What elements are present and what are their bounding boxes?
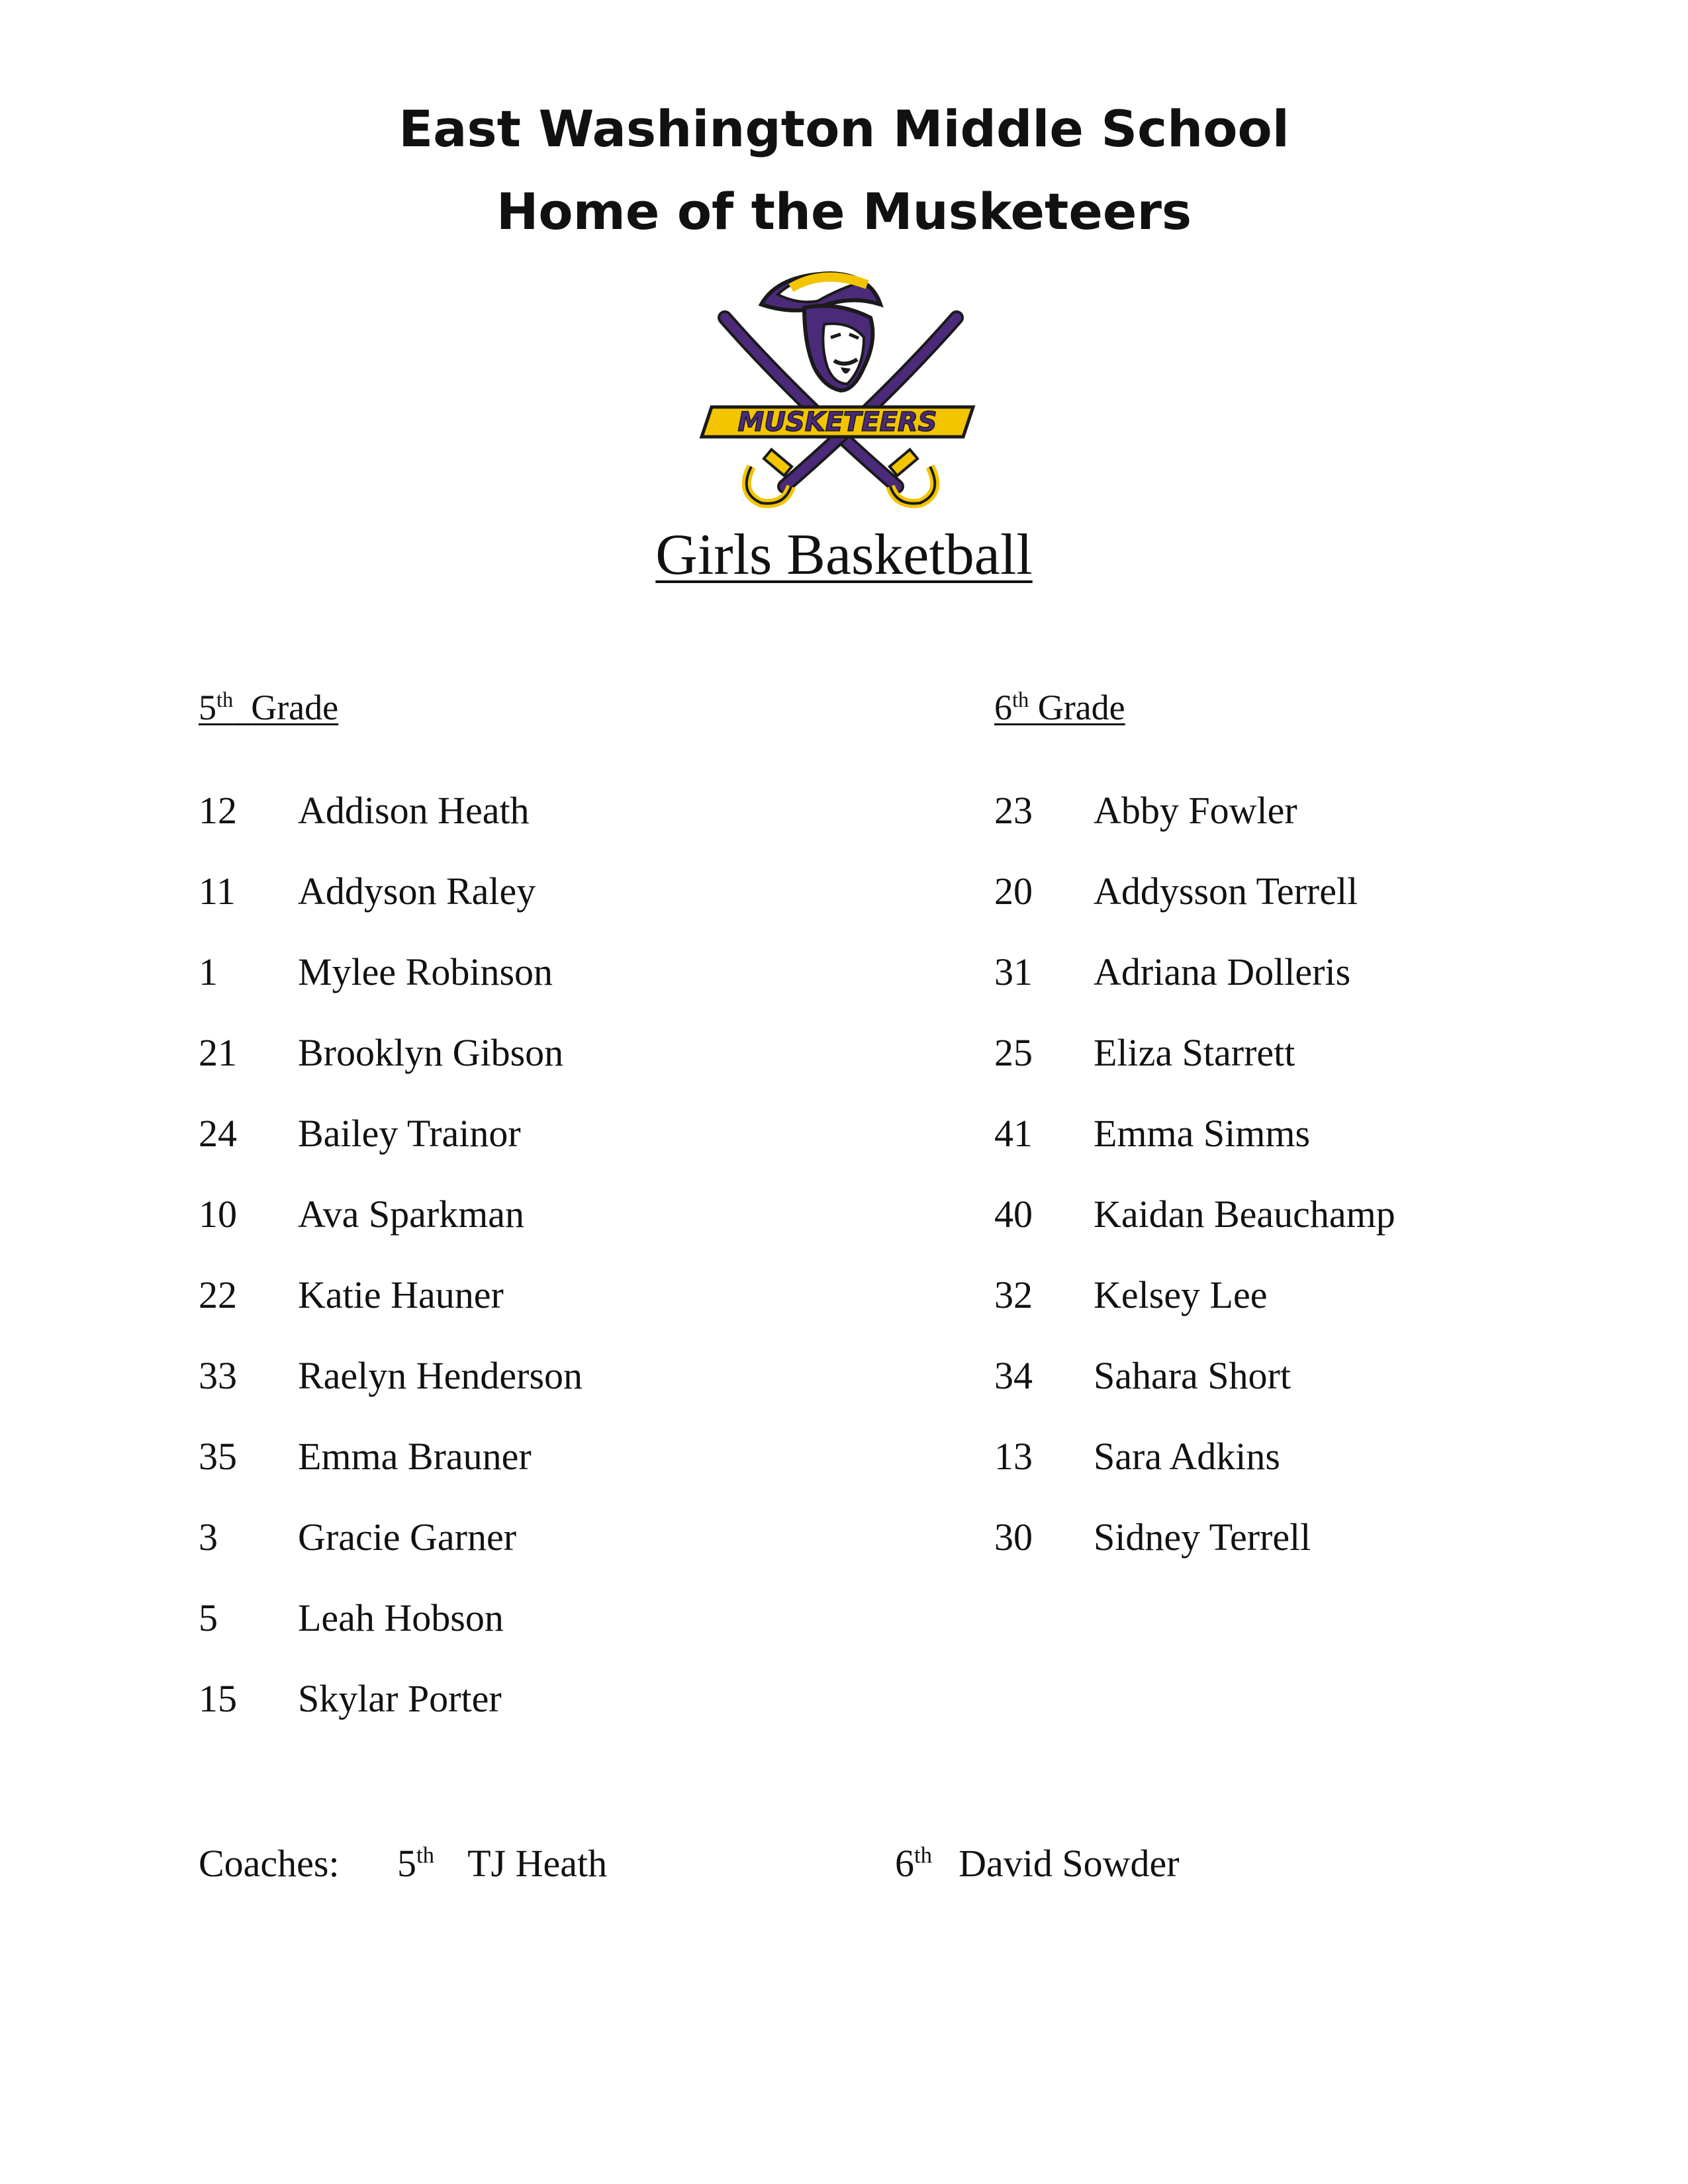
player-name: Leah Hobson: [298, 1596, 504, 1639]
player-number: 30: [994, 1516, 1033, 1559]
roster-row: [199, 1433, 861, 1514]
roster-row: [994, 1433, 1656, 1514]
player-name: Sara Adkins: [1094, 1435, 1280, 1478]
roster-row: [199, 788, 861, 868]
player-number: 32: [994, 1273, 1033, 1316]
player-name: Addyson Raley: [298, 870, 536, 913]
player-name: Katie Hauner: [298, 1273, 504, 1316]
player-name: Emma Simms: [1094, 1112, 1311, 1155]
player-name: Eliza Starrett: [1094, 1031, 1295, 1074]
roster-row: [994, 949, 1656, 1030]
player-number: 25: [994, 1031, 1033, 1074]
musketeers-logo: [698, 268, 983, 513]
player-number: 11: [199, 870, 236, 913]
player-name: Addysson Terrell: [1094, 870, 1358, 913]
coaches-label: Coaches:: [199, 1842, 340, 1885]
player-name: Brooklyn Gibson: [298, 1031, 564, 1074]
grade6-coach-name: David Sowder: [959, 1842, 1180, 1885]
grade6-heading-num: 6: [994, 688, 1012, 727]
roster-row: [994, 1191, 1656, 1272]
grade5-heading-sup: th: [216, 688, 234, 712]
player-number: 40: [994, 1193, 1033, 1236]
grade5-heading-label: Grade: [251, 688, 339, 727]
roster-row: [994, 1111, 1656, 1191]
logo-text: MUSKETEERS: [737, 407, 937, 437]
grade6-coach-sup: th: [914, 1842, 933, 1868]
grade6-heading-label: Grade: [1037, 688, 1125, 727]
player-number: 3: [199, 1516, 218, 1559]
roster-row: [199, 1353, 861, 1433]
grade5-roster: [199, 788, 861, 1756]
player-number: 13: [994, 1435, 1033, 1478]
player-number: 22: [199, 1273, 237, 1316]
grade6-coach-num: 6: [895, 1842, 914, 1885]
player-number: 5: [199, 1596, 218, 1639]
player-name: Abby Fowler: [1094, 789, 1297, 832]
player-name: Gracie Garner: [298, 1516, 517, 1559]
player-name: Ava Sparkman: [298, 1193, 524, 1236]
player-name: Kaidan Beauchamp: [1094, 1193, 1395, 1236]
grade5-heading-num: 5: [199, 688, 216, 727]
logo-banner: [702, 407, 973, 437]
roster-row: [994, 868, 1656, 949]
player-number: 24: [199, 1112, 237, 1155]
player-number: 31: [994, 950, 1033, 993]
grade6-heading-sup: th: [1012, 688, 1029, 712]
player-number: 34: [994, 1354, 1033, 1397]
player-name: Kelsey Lee: [1094, 1273, 1268, 1316]
school-name-title: East Washington Middle School: [399, 99, 1289, 158]
player-number: 1: [199, 950, 218, 993]
player-name: Sidney Terrell: [1094, 1516, 1311, 1559]
roster-row: [199, 1676, 861, 1756]
roster-row: [199, 1111, 861, 1191]
player-name: Raelyn Henderson: [298, 1354, 583, 1397]
roster-row: [199, 1514, 861, 1595]
school-tagline-title: Home of the Musketeers: [496, 182, 1192, 241]
grade6-roster: [994, 788, 1656, 1595]
player-name: Adriana Dolleris: [1094, 950, 1351, 993]
roster-row: [199, 1191, 861, 1272]
roster-row: [994, 1514, 1656, 1595]
grade5-coach: [397, 1841, 607, 1886]
player-number: 41: [994, 1112, 1033, 1155]
sport-title: Girls Basketball: [655, 523, 1033, 587]
player-name: Addison Heath: [298, 789, 530, 832]
player-name: Bailey Trainor: [298, 1112, 521, 1155]
player-number: 20: [994, 870, 1033, 913]
roster-row: [199, 868, 861, 949]
grade6-coach: [895, 1841, 1180, 1886]
grade5-coach-name: TJ Heath: [467, 1842, 608, 1885]
player-name: Emma Brauner: [298, 1435, 532, 1478]
player-number: 12: [199, 789, 237, 832]
grade5-coach-sup: th: [416, 1842, 435, 1868]
roster-row: [199, 1595, 861, 1676]
grade5-heading: [199, 687, 338, 728]
player-number: 23: [994, 789, 1033, 832]
roster-row: [199, 1272, 861, 1353]
player-number: 15: [199, 1677, 237, 1720]
roster-row: [994, 1272, 1656, 1353]
roster-row: [994, 1030, 1656, 1111]
player-number: 10: [199, 1193, 237, 1236]
roster-row: [994, 788, 1656, 868]
grade6-heading: [994, 687, 1125, 728]
player-number: 21: [199, 1031, 237, 1074]
player-number: 35: [199, 1435, 237, 1478]
player-name: Mylee Robinson: [298, 950, 553, 993]
roster-row: [199, 1030, 861, 1111]
roster-row: [199, 949, 861, 1030]
grade5-coach-num: 5: [397, 1842, 416, 1885]
roster-row: [994, 1353, 1656, 1433]
player-number: 33: [199, 1354, 237, 1397]
player-name: Skylar Porter: [298, 1677, 502, 1720]
player-name: Sahara Short: [1094, 1354, 1291, 1397]
